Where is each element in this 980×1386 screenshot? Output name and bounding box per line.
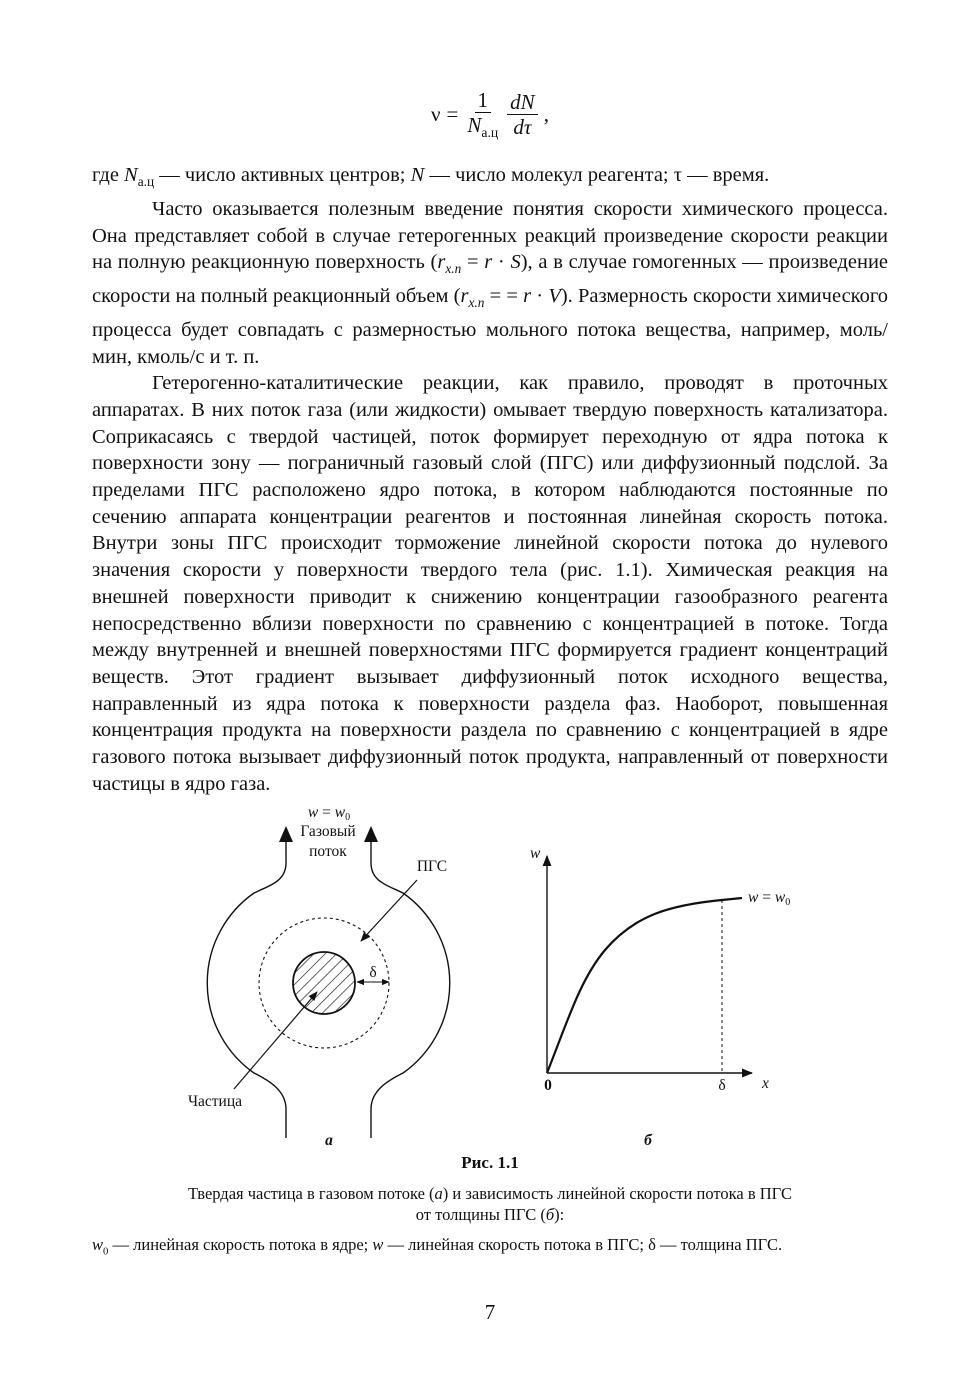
panel-a-label: а (325, 1132, 333, 1149)
figure-caption-title: Рис. 1.1 (461, 1153, 519, 1172)
flow-arrow-right (364, 826, 378, 842)
velocity-curve (547, 898, 742, 1073)
delta-label-a: δ (369, 964, 377, 981)
panel-b-label: б (644, 1132, 652, 1149)
gas-flow-label-line1: Газовый (300, 823, 356, 840)
fraction-1-numerator: 1 (475, 88, 492, 113)
x-axis-label: x (762, 1075, 769, 1092)
particle-label: Частица (187, 1093, 243, 1110)
y-axis-label: w (530, 845, 541, 862)
solid-particle (293, 952, 355, 1014)
curve-limit-label: w = w0 (748, 889, 791, 908)
formula-lhs: ν (431, 102, 441, 127)
particle-pointer-line (234, 992, 317, 1089)
delta-label-b: δ (718, 1077, 726, 1094)
pgs-pointer-line (361, 880, 417, 941)
gas-flow-label-line2: поток (309, 843, 347, 860)
fraction-2-denominator: dτ (513, 115, 532, 140)
flow-boundary-left (207, 830, 286, 1138)
fraction-1-denominator: $N_{а.ц}$ (467, 113, 499, 141)
figure-legend: $w_0$ — линейная скорость потока в ядре; w — линейная скорость потока в ПГС; δ — толщина ПГС. (92, 1235, 783, 1258)
formula-eq: = (446, 102, 459, 127)
flow-arrow-left (279, 826, 293, 842)
figure-caption: Твердая частица в газовом потоке (а) и зависимость линейной скорости потока в ПГС от толщины ПГС (б): (188, 1184, 792, 1224)
paragraph-process-rate: Часто оказывается полезным введение понятия скорости химического процесса. Она представляет собой в случае гетерогенных реакций произведение скорости реакции на полную реакционную поверхность $(r_{х.п} = r \cdot S)$, а в случае гомогенных — произведение скорости на полный реакционный объем ($r_{х.п}$ = = r · V). Размерность скорости химического процесса будет совпадать с размерностью мольного потока вещества, например, моль/мин, кмоль/с и т. п. (92, 197, 889, 368)
figure-panel-a (188, 804, 450, 1149)
figure-panel-b (530, 845, 790, 1149)
fraction-2-numerator: dN (507, 90, 538, 115)
page-number: 7 (484, 1300, 496, 1324)
paragraph-definitions: где $N_{а.ц}$ — число активных центров; N — число молекул реагента; τ — время. (92, 164, 770, 190)
flow-boundary-right (371, 830, 450, 1138)
flow-velocity-label: w = w0 (307, 804, 351, 823)
formula-tail: , (543, 102, 549, 127)
paragraph-heterogeneous: Гетерогенно-каталитические реакции, как правило, проводят в проточных аппаратах. В них поток газа (или жидкости) омывает твердую поверхность катализатора. Соприкасаясь с твердой частицей, поток формирует переходную от ядра потока к поверхности зону — пограничный газовый слой (ПГС) или диффузионный подслой. За пределами ПГС расположено ядро потока, в котором наблюдаются постоянные по сечению аппарата концентрации реагентов и постоянная линейная скорость потока. Внутри зоны ПГС происходит торможение линейной скорости потока до нулевого значения скорости у поверхности твердого тела (рис. 1.1). Химическая реакция на внешней поверхности приводит к снижению концентрации газообразного реагента непосредственно вблизи поверхности по сравнению с концентрацией в потоке. Тогда между внутренней и внешней поверхностями ПГС формируется градиент концентраций веществ. Этот градиент вызывает диффузионный поток исходного вещества, направленный из ядра потока к поверхности раздела фаз. Наоборот, повышенная концентрация продукта на поверхности раздела по сравнению с концентрацией в ядре газового потока вызывает диффузионный поток продукта, направленный от поверхности частицы в ядро газа. (92, 372, 888, 795)
pgs-label: ПГС (416, 858, 448, 875)
origin-label: 0 (544, 1077, 552, 1094)
